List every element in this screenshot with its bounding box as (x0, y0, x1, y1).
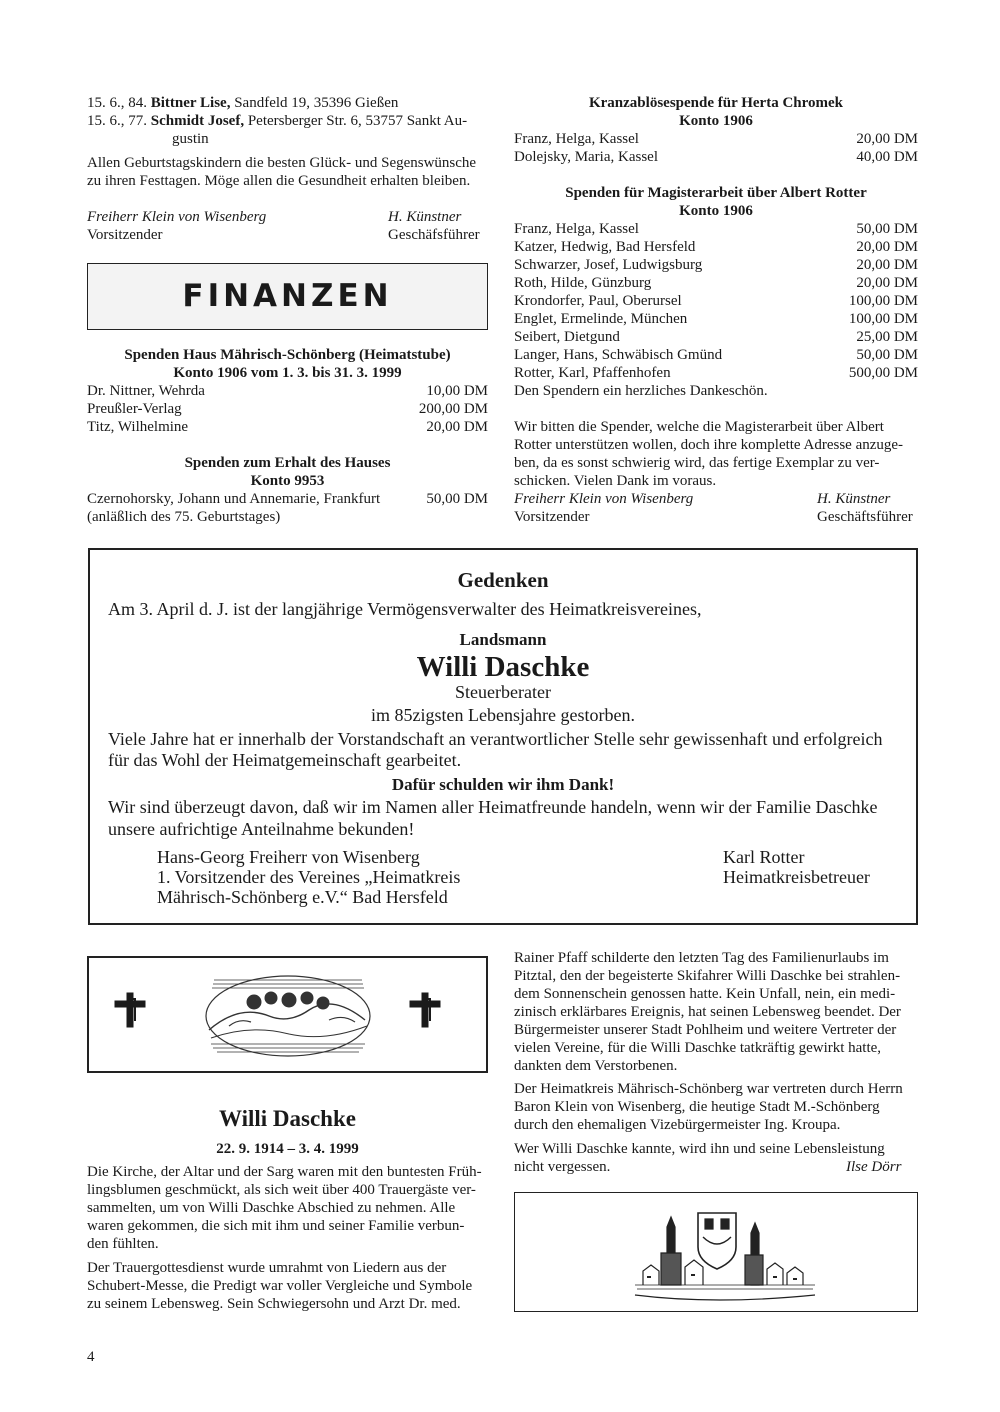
donation-row: Krondorfer, Paul, Oberursel 100,00 DM (514, 293, 918, 309)
nachruf-text: vielen Vereine, für die Willi Daschke tatkräftig gewirkt hatte, (514, 1040, 882, 1056)
donation-note: (anläßlich des 75. Geburtstages) (87, 509, 281, 525)
nachruf-text: waren gekommen, die sich mit ihm und seiner Familie verbun- (87, 1218, 465, 1234)
gedenken-landsmann: Landsmann (459, 630, 547, 649)
finanzen-header-box (87, 263, 488, 330)
donation-row: Dr. Nittner, Wehrda 10,00 DM (87, 383, 488, 399)
birthday-entry-1: 15. 6., 84. Bittner Lise, Sandfeld 19, 35396 Gießen (87, 95, 399, 111)
donation-row: Franz, Helga, Kassel 50,00 DM (514, 221, 918, 237)
spenden-erhalt-konto: Konto 9953 (250, 473, 325, 489)
gedenken-intro: Am 3. April d. J. ist der langjährige Vermögensverwalter des Heimatkreisvereines, (108, 599, 702, 619)
gedenken-sig-left-2: 1. Vorsitzender des Vereines „Heimatkreis (157, 867, 461, 887)
donation-row: Englet, Ermelinde, München 100,00 DM (514, 311, 918, 327)
donation-row: Franz, Helga, Kassel 20,00 DM (514, 131, 918, 147)
donor-thanks: Den Spendern ein herzliches Dankeschön. (514, 383, 768, 399)
nachruf-text: dem Sonnenschein genossen hatte. Kein Unfall, nein, ein medi- (514, 986, 896, 1002)
donation-row: Langer, Hans, Schwäbisch Gmünd 50,00 DM (514, 347, 918, 363)
signature-right-role: Geschäftsführer (817, 509, 913, 525)
nachruf-text: zinisch erklärbares Ereignis, hat seinen Lebensweg beendet. Der (514, 1004, 901, 1020)
gedenken-text-1b: für das Wohl der Heimatgemeinschaft gearbeitet. (108, 750, 462, 770)
signature-left-name: Freiherr Klein von Wisenberg (514, 491, 694, 507)
gedenken-title: Gedenken (457, 568, 549, 592)
town-illustration-box (514, 1192, 918, 1312)
nachruf-text: Wer Willi Daschke kannte, wird ihn und seine Lebensleistung (514, 1141, 885, 1157)
nachruf-text: lingsblumen geschmückt, als sich weit über 400 Trauergäste ver- (87, 1182, 476, 1198)
nachruf-text: Der Trauergottesdienst wurde umrahmt von Liedern aus der (87, 1260, 447, 1276)
gedenken-alter: im 85zigsten Lebensjahre gestorben. (371, 705, 635, 725)
nachruf-text: zu seinem Lebensweg. Sein Schwiegersohn und Arzt Dr. med. (87, 1296, 461, 1312)
request-line: Wir bitten die Spender, welche die Magisterarbeit über Albert (514, 419, 884, 435)
nachruf-text: Schubert-Messe, die Predigt war voller Vergleiche und Symbole (87, 1278, 473, 1294)
signature-right-name: H. Künstner (817, 491, 891, 507)
nachruf-text: Baron Klein von Wisenberg, die heutige Stadt M.-Schönberg (514, 1099, 880, 1115)
nachruf-name: Willi Daschke (219, 1106, 356, 1131)
donation-row: Schwarzer, Josef, Ludwigsburg 20,00 DM (514, 257, 918, 273)
donation-row: Roth, Hilde, Günzburg 20,00 DM (514, 275, 918, 291)
memorial-illustration (89, 958, 486, 1071)
signature-left-role: Vorsitzender (514, 509, 590, 525)
funeral-illustration-box (87, 956, 488, 1073)
request-line: Rotter unterstützen wollen, doch ihre komplette Adresse anzuge- (514, 437, 904, 453)
gedenken-sig-left-1: Hans-Georg Freiherr von Wisenberg (157, 847, 420, 867)
gedenken-sig-right-2: Heimatkreisbetreuer (723, 867, 870, 887)
cross-icon (410, 993, 440, 1027)
nachruf-author: Ilse Dörr (846, 1159, 902, 1175)
signature-left-name: Freiherr Klein von Wisenberg (87, 209, 267, 225)
donation-row: Katzer, Hedwig, Bad Hersfeld 20,00 DM (514, 239, 918, 255)
finanzen-title: FINANZEN (182, 278, 393, 314)
spenden-haus-title: Spenden Haus Mährisch-Schönberg (Heimatstube) (124, 347, 451, 363)
donation-row: Preußler-Verlag 200,00 DM (87, 401, 488, 417)
gedenken-sig-right-1: Karl Rotter (723, 847, 805, 867)
donation-row: Czernohorsky, Johann und Annemarie, Frankfurt 50,00 DM (87, 491, 488, 507)
nachruf-dates: 22. 9. 1914 – 3. 4. 1999 (216, 1141, 359, 1157)
nachruf-text: durch den ehemaligen Vizebürgermeister Ing. Kroupa. (514, 1117, 841, 1133)
birthday-name: Schmidt Josef, (150, 113, 245, 129)
gedenken-sig-left-3: Mährisch-Schönberg e.V.“ Bad Hersfeld (157, 887, 448, 907)
gedenken-text-2b: unsere aufrichtige Anteilnahme bekunden! (108, 819, 415, 839)
town-skyline-illustration (515, 1193, 917, 1311)
birthday-entry-2-cont: gustin (172, 131, 209, 147)
birthday-wishes-1: Allen Geburtstagskindern die besten Glück- und Segenswünsche (87, 155, 477, 171)
magister-konto: Konto 1906 (679, 203, 753, 219)
gedenken-text-2: Wir sind überzeugt davon, daß wir im Namen aller Heimatfreunde handeln, wenn wir der Familie Daschke (108, 797, 878, 817)
birthday-entry-2: 15. 6., 77. Schmidt Josef, Petersberger Str. 6, 53757 Sankt Au- (87, 113, 468, 129)
signature-left-role: Vorsitzender (87, 227, 163, 243)
nachruf-text: sammelten, um von Willi Daschke Abschied zu nehmen. Alle (87, 1200, 456, 1216)
nachruf-text: Der Heimatkreis Mährisch-Schönberg war vertreten durch Herrn (514, 1081, 903, 1097)
donation-row: Seibert, Dietgund 25,00 DM (514, 329, 918, 345)
nachruf-text: dankten dem Verstorbenen. (514, 1058, 678, 1074)
nachruf-text: den fühlten. (87, 1236, 159, 1252)
nachruf-text: nicht vergessen. (514, 1159, 611, 1175)
nachruf-text: Die Kirche, der Altar und der Sarg waren mit den buntesten Früh- (87, 1164, 482, 1180)
birthday-name: Bittner Lise, (150, 95, 231, 111)
spenden-haus-konto: Konto 1906 vom 1. 3. bis 31. 3. 1999 (173, 365, 402, 381)
cross-icon (115, 993, 145, 1027)
signature-right-name: H. Künstner (388, 209, 462, 225)
gedenken-text-1: Viele Jahre hat er innerhalb der Vorstandschaft an verantwortlicher Stelle sehr gewissenhaft und erfolgreich (108, 729, 883, 749)
nachruf-text: Bürgermeister unserer Stadt Pohlheim und weitere Vertreter der (514, 1022, 897, 1038)
donation-row: Rotter, Karl, Pfaffenhofen 500,00 DM (514, 365, 918, 381)
donation-row: Dolejsky, Maria, Kassel 40,00 DM (514, 149, 918, 165)
kranz-title: Kranzablösespende für Herta Chromek (588, 95, 844, 111)
spenden-erhalt-title: Spenden zum Erhalt des Hauses (184, 455, 391, 471)
request-line: ben, da es sonst schwierig wird, das fertige Exemplar zu ver- (514, 455, 880, 471)
nachruf-text: Pitztal, den der begeisterte Skifahrer Willi Daschke bei strahlen- (514, 968, 901, 984)
request-line: schicken. Vielen Dank im voraus. (514, 473, 717, 489)
donation-row: Titz, Wilhelmine 20,00 DM (87, 419, 488, 435)
magister-title: Spenden für Magisterarbeit über Albert Rotter (565, 185, 867, 201)
birthday-wishes-2: zu ihren Festtagen. Möge allen die Gesundheit erhalten bleiben. (87, 173, 471, 189)
page-number: 4 (87, 1349, 95, 1365)
signature-right-role: Geschäfsführer (388, 227, 480, 243)
kranz-konto: Konto 1906 (679, 113, 753, 129)
nachruf-text: Rainer Pfaff schilderte den letzten Tag des Familienurlaubs im (514, 950, 889, 966)
gedenken-dank: Dafür schulden wir ihm Dank! (391, 775, 615, 794)
gedenken-beruf: Steuerberater (455, 682, 551, 702)
gedenken-name: Willi Daschke (416, 651, 590, 683)
landscape-vignette (206, 976, 370, 1056)
